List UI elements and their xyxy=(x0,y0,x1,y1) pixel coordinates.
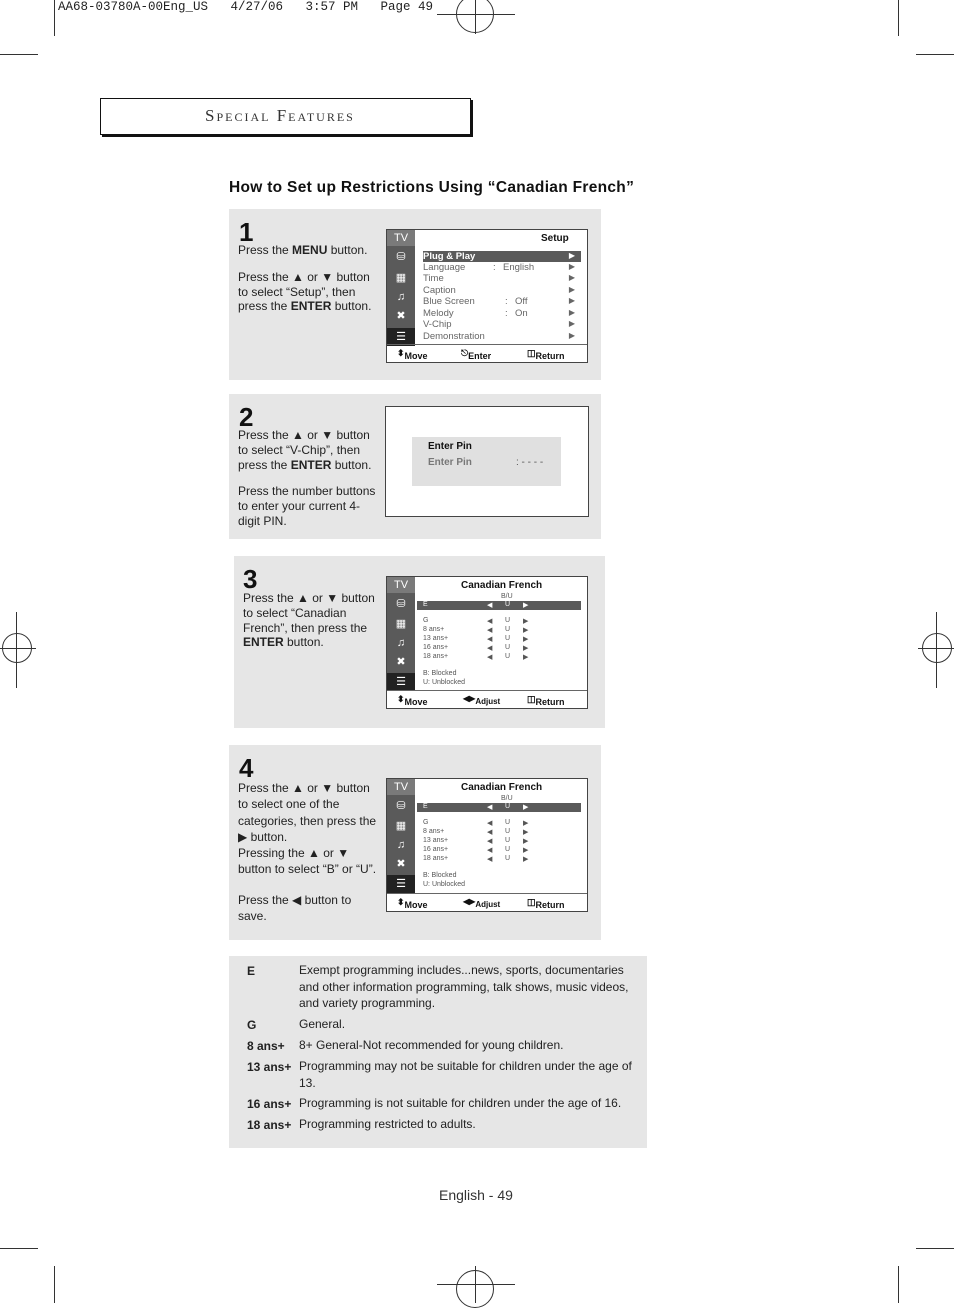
rating-row-g[interactable]: G ◀ U ▶ xyxy=(423,617,529,625)
menu-footer xyxy=(387,690,587,708)
pin-label: Enter Pin xyxy=(428,457,472,468)
sound-icon: ♫ xyxy=(396,291,406,303)
term-g: G xyxy=(247,1018,257,1032)
return-hint: ◫ Return xyxy=(527,897,565,910)
rating-row-e[interactable]: E ◀ U ▶ xyxy=(417,803,581,812)
rating-row-13[interactable]: 13 ans+ ◀ U ▶ xyxy=(423,837,529,845)
sidebar xyxy=(387,230,415,344)
channel-icon: ✖ xyxy=(396,656,406,668)
step-3-text: Press the ▲ or ▼ button to select “Canadian French”, then press the ENTER button. xyxy=(243,591,375,650)
section-title: Special Features xyxy=(205,106,355,125)
term-e: E xyxy=(247,964,256,978)
def-g: General. xyxy=(299,1017,346,1031)
tv-label: TV xyxy=(387,577,415,593)
enter-hint: ⎋ Enter xyxy=(461,348,492,361)
menu-footer xyxy=(387,893,587,911)
channel-icon: ✖ xyxy=(396,858,406,870)
setup-icon: ☰ xyxy=(387,875,415,893)
def-e: Exempt programming includes...news, sports, documentaries and other information programming, talk shows, music videos, and variety programming. xyxy=(299,963,629,1010)
setup-icon: ☰ xyxy=(387,328,415,346)
rating-row-8[interactable]: 8 ans+ ◀ U ▶ xyxy=(423,828,529,836)
step-4-text: Press the ▲ or ▼ button to select one of the categories, then press the ▶ button. Pressing the ▲ or ▼ button to select “B” or “U”. Press the ◀ button to save. xyxy=(238,781,377,924)
sound-icon: ♫ xyxy=(396,839,406,851)
rating-row-16[interactable]: 16 ans+ ◀ U ▶ xyxy=(423,644,529,652)
menu-item-v-chip[interactable]: V-Chip ▶ xyxy=(423,319,575,330)
crop-mark xyxy=(898,1266,899,1303)
def-18: Programming restricted to adults. xyxy=(299,1117,476,1131)
canadian-french-screen-step4 xyxy=(386,778,588,912)
crop-mark xyxy=(54,0,55,36)
bu-header: B/U xyxy=(501,795,513,802)
page-footer: English - 49 xyxy=(439,1187,513,1203)
crop-mark xyxy=(916,54,954,55)
menu-title: Canadian French xyxy=(461,782,543,793)
sound-icon: ♫ xyxy=(396,637,406,649)
input-icon: ⛁ xyxy=(396,800,406,812)
setup-menu-screen xyxy=(386,229,588,363)
move-hint: ⬍ Move xyxy=(397,348,428,361)
bu-header: B/U xyxy=(501,593,513,600)
term-16: 16 ans+ xyxy=(247,1097,292,1111)
rating-row-18[interactable]: 18 ans+ ◀ U ▶ xyxy=(423,653,529,661)
rating-row-e[interactable]: E ◀ U ▶ xyxy=(417,601,581,610)
rating-row-g[interactable]: G ◀ U ▶ xyxy=(423,819,529,827)
channel-icon: ✖ xyxy=(396,310,406,322)
picture-icon: ▦ xyxy=(395,820,407,832)
menu-item-language[interactable]: Language : English ▶ xyxy=(423,262,575,273)
step-number: 2 xyxy=(239,402,254,432)
crop-mark xyxy=(54,1266,55,1303)
crop-mark xyxy=(0,54,38,55)
enter-pin-screen xyxy=(385,406,589,517)
step-number: 3 xyxy=(243,564,258,594)
canadian-french-screen-step3 xyxy=(386,576,588,709)
pin-title: Enter Pin xyxy=(428,441,472,452)
def-16: Programming is not suitable for children under the age of 16. xyxy=(299,1096,622,1110)
step-2-text: Press the ▲ or ▼ button to select “V-Chip”, then press the ENTER button. Press the number buttons to enter your current 4-digit PIN. xyxy=(238,428,376,528)
return-hint: ◫ Return xyxy=(527,694,565,707)
input-icon: ⛁ xyxy=(396,251,406,263)
move-hint: ⬍ Move xyxy=(397,694,428,707)
menu-item-blue-screen[interactable]: Blue Screen : Off ▶ xyxy=(423,296,575,307)
tv-label: TV xyxy=(387,779,415,795)
rating-row-8[interactable]: 8 ans+ ◀ U ▶ xyxy=(423,626,529,634)
picture-icon: ▦ xyxy=(395,272,407,284)
crop-mark xyxy=(916,1248,954,1249)
move-hint: ⬍ Move xyxy=(397,897,428,910)
rating-row-18[interactable]: 18 ans+ ◀ U ▶ xyxy=(423,855,529,863)
crop-mark xyxy=(0,1248,38,1249)
page-heading: How to Set up Restrictions Using “Canadian French” xyxy=(229,179,635,196)
step-number: 1 xyxy=(239,217,254,247)
def-13: Programming may not be suitable for children under the age of 13. xyxy=(299,1059,632,1090)
adjust-hint: ◀▶ Adjust xyxy=(463,694,501,706)
menu-title: Canadian French xyxy=(461,580,543,591)
return-hint: ◫ Return xyxy=(527,348,565,361)
legend-unblocked: U: Unblocked xyxy=(423,679,466,686)
menu-item-time[interactable]: Time ▶ xyxy=(423,273,575,284)
picture-icon: ▦ xyxy=(395,618,407,630)
input-icon: ⛁ xyxy=(396,598,406,610)
legend-blocked: B: Blocked xyxy=(423,670,457,677)
step-number: 4 xyxy=(239,753,254,783)
menu-item-plug-play[interactable]: Plug & Play ▶ xyxy=(423,251,581,262)
menu-item-caption[interactable]: Caption ▶ xyxy=(423,285,575,296)
term-13: 13 ans+ xyxy=(247,1060,292,1074)
menu-footer xyxy=(387,344,587,362)
crop-mark xyxy=(898,0,899,36)
rating-row-13[interactable]: 13 ans+ ◀ U ▶ xyxy=(423,635,529,643)
legend-unblocked: U: Unblocked xyxy=(423,881,466,888)
term-8: 8 ans+ xyxy=(247,1039,285,1053)
def-8: 8+ General-Not recommended for young children. xyxy=(299,1038,564,1052)
adjust-hint: ◀▶ Adjust xyxy=(463,897,501,909)
ratings-definitions xyxy=(229,956,647,1148)
term-18: 18 ans+ xyxy=(247,1118,292,1132)
menu-item-demonstration[interactable]: Demonstration ▶ xyxy=(423,331,575,342)
step-1-text: Press the MENU button. Press the ▲ or ▼ button to select “Setup”, then press the ENTER button. xyxy=(238,243,372,314)
menu-item-melody[interactable]: Melody : On ▶ xyxy=(423,308,575,319)
print-slug: AA68-03780A-00Eng_US 4/27/06 3:57 PM Page 49 xyxy=(58,0,434,14)
tv-label: TV xyxy=(387,230,415,246)
pin-input[interactable]: : - - - - xyxy=(516,457,544,468)
rating-row-16[interactable]: 16 ans+ ◀ U ▶ xyxy=(423,846,529,854)
menu-title: Setup xyxy=(541,233,569,244)
legend-blocked: B: Blocked xyxy=(423,872,457,879)
pin-dialog xyxy=(412,437,561,486)
setup-icon: ☰ xyxy=(387,673,415,691)
